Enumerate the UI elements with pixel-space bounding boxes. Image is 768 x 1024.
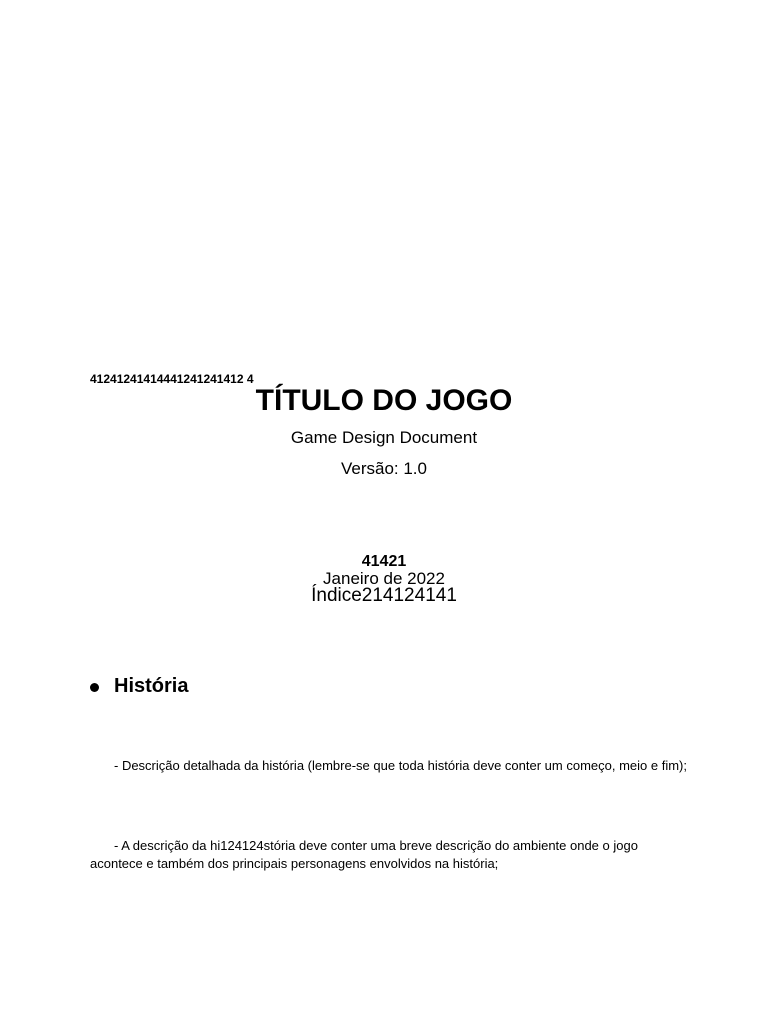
bullet-icon <box>90 683 99 692</box>
section-heading-text: História <box>114 675 189 697</box>
section-paragraph: - Descrição detalhada da história (lembre-se que toda história deve conter um começo, meio e fim); <box>114 758 687 773</box>
section-heading-historia <box>90 675 188 698</box>
document-title: TÍTULO DO JOGO <box>255 384 513 417</box>
index-label: Índice214124141 <box>311 585 457 606</box>
version-label: Versão: 1.0 <box>340 459 427 478</box>
document-subtitle: Game Design Document <box>290 428 478 447</box>
meta-number: 41421 <box>361 553 407 570</box>
stray-number-text: 41241241414441241241412 4 <box>90 372 254 386</box>
section-paragraph: - A descrição da hi124124stória deve conter uma breve descrição do ambiente onde o jogo acontece e também dos principais personagens envolvidos na história; <box>90 838 638 871</box>
date-label: Janeiro de 2022 <box>323 569 445 588</box>
